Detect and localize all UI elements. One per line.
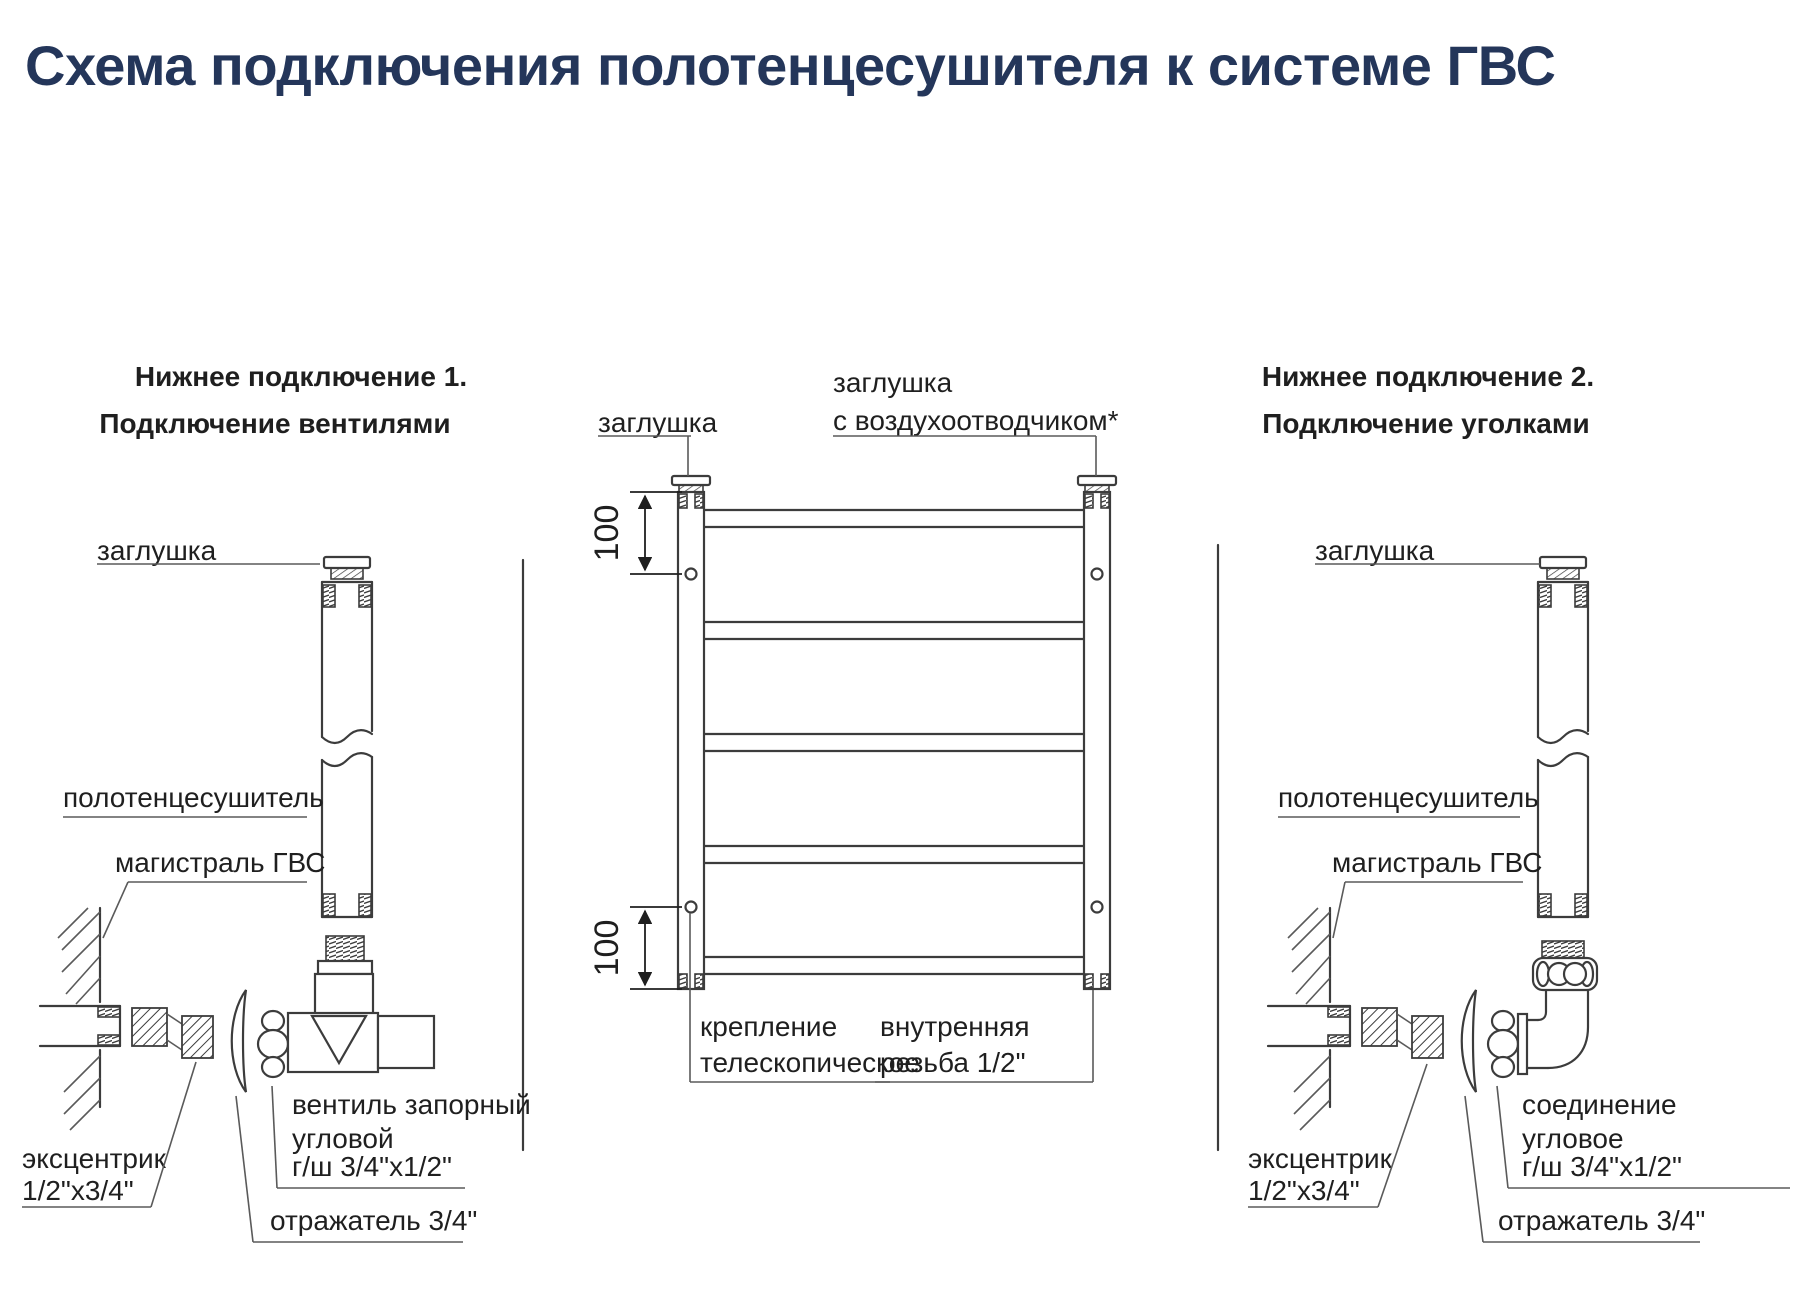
right-labels <box>1248 535 1790 1242</box>
union-label-line2: угловое <box>1522 1123 1624 1154</box>
union-label-line3: г/ш 3/4"х1/2" <box>1522 1151 1682 1182</box>
reflector-dome <box>232 990 246 1092</box>
inner-thread-label-line1: внутренняя <box>880 1011 1030 1042</box>
eccentric-fitting <box>1362 1008 1443 1058</box>
telescopic-bracket-label-line2: телескопическое <box>700 1047 920 1078</box>
towel-rail-label: полотенцесушитель <box>63 782 324 813</box>
left-heading-line1: Нижнее подключение 1. <box>134 361 468 392</box>
page-title: Схема подключения полотенцесушителя к системе ГВС <box>25 34 1556 97</box>
pipe-thread <box>359 585 371 607</box>
dim-100-bottom-text: 100 <box>588 919 626 977</box>
reflector-dome <box>1462 990 1476 1092</box>
angle-valve <box>288 936 434 1072</box>
eccentric-label-line1: эксцентрик <box>22 1143 166 1174</box>
left-labels <box>22 535 531 1242</box>
ladder-rungs <box>704 510 1084 974</box>
cap-label: заглушка <box>1315 535 1435 566</box>
cap-fitting <box>672 476 1116 493</box>
eccentric-label-line2: 1/2"х3/4" <box>22 1175 134 1206</box>
inner-thread-label-line2: резьба 1/2" <box>880 1047 1026 1078</box>
union-nut <box>258 1011 288 1077</box>
pipe-thread <box>323 894 335 916</box>
ladder-posts <box>678 492 1110 989</box>
cap-label: заглушка <box>598 407 718 438</box>
right-heading-line2: Подключение уголками <box>1262 408 1590 439</box>
cap-label: заглушка <box>97 535 217 566</box>
airvent-cap-label-line1: заглушка <box>833 367 953 398</box>
telescopic-bracket-label-line1: крепление <box>700 1011 838 1042</box>
dimension-100-top <box>588 492 682 574</box>
valve-outlet <box>378 1016 434 1068</box>
supply-main-label: магистраль ГВС <box>1332 847 1543 878</box>
towel-rail-pipe <box>1538 582 1588 917</box>
pipe-thread <box>323 585 335 607</box>
reflector-label: отражатель 3/4" <box>1498 1205 1706 1236</box>
valve-label-line2: угловой <box>292 1123 394 1154</box>
dim-100-top-text: 100 <box>588 504 626 562</box>
supply-pipe <box>40 1006 120 1046</box>
dimension-100-bottom <box>588 907 682 989</box>
right-panel <box>1248 361 1790 1242</box>
union-label-line1: соединение <box>1522 1089 1677 1120</box>
supply-pipe <box>1268 1006 1350 1046</box>
right-heading-line1: Нижнее подключение 2. <box>1261 361 1595 392</box>
wall <box>1288 908 1330 1130</box>
reflector-label: отражатель 3/4" <box>270 1205 478 1236</box>
left-heading-line2: Подключение вентилями <box>99 408 451 439</box>
corner-fitting <box>1518 941 1597 1074</box>
cap-fitting <box>1540 557 1586 579</box>
eccentric-label-line2: 1/2"х3/4" <box>1248 1175 1360 1206</box>
left-panel <box>22 361 531 1242</box>
union-nut <box>1488 1011 1518 1077</box>
middle-panel <box>588 367 1119 1082</box>
towel-rail-pipe <box>322 582 372 917</box>
airvent-cap-label-line2: с воздухоотводчиком* <box>833 405 1119 436</box>
towel-rail-label: полотенцесушитель <box>1278 782 1539 813</box>
cap-fitting <box>324 557 370 579</box>
wall <box>58 908 100 1130</box>
valve-label-line1: вентиль запорный <box>292 1089 531 1120</box>
valve-label-line3: г/ш 3/4"х1/2" <box>292 1151 452 1182</box>
supply-main-label: магистраль ГВС <box>115 847 326 878</box>
mounting-holes <box>686 569 1103 913</box>
eccentric-fitting <box>132 1008 213 1058</box>
pipe-thread <box>359 894 371 916</box>
eccentric-label-line1: эксцентрик <box>1248 1143 1392 1174</box>
